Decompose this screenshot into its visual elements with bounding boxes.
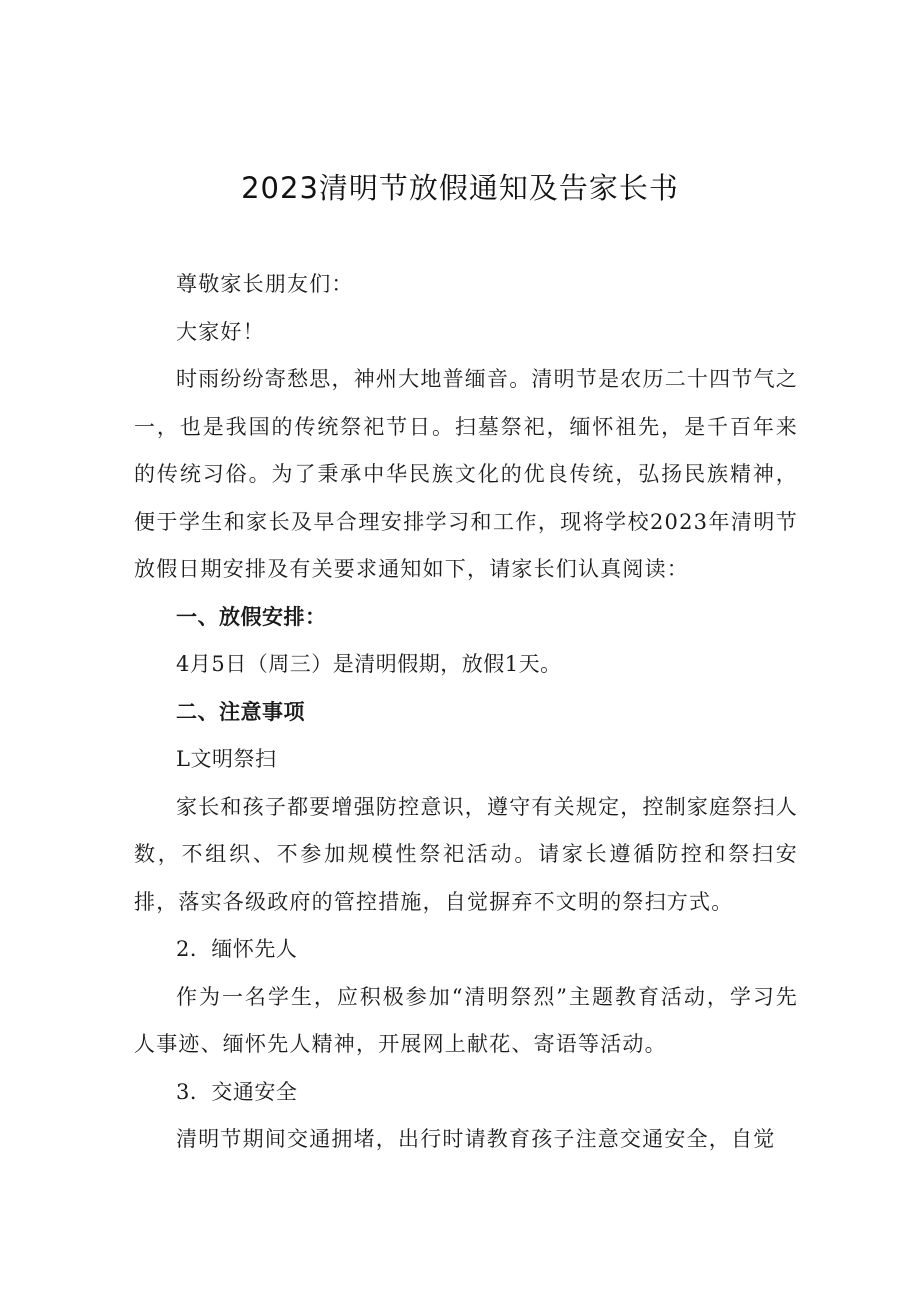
hello-line: 大家好！ [176, 319, 265, 344]
item2-title: 2．缅怀先人 [176, 937, 298, 961]
document-title: 2023清明节放假通知及告家长书 [241, 171, 679, 205]
intro-paragraph: 时雨纷纷寄愁思，神州大地普缅音。清明节是农历二十四节气之一，也是我国的传统祭祀节日。扫墓祭祀，缅怀祖先，是千百年来的传统习俗。为了秉承中华民族文化的优良传统，弘扬民族精神，便于学生和家长及早合理安排学习和工作，现将学校2023年清明节放假日期安排及有关要求通知如下，请家长们认真阅读： [134, 367, 798, 581]
holiday-heading: 一、放假安排： [176, 604, 327, 629]
item2-paragraph: 作为一名学生，应积极参加“清明祭烈”主题教育活动，学习先人事迹、缅怀先人精神，开展网上献花、寄语等活动。 [134, 984, 798, 1056]
notice-heading: 二、注意事项 [176, 699, 305, 724]
item1-title: L文明祭扫 [176, 747, 277, 771]
document-body [134, 261, 798, 1164]
item1-paragraph: 家长和孩子都要增强防控意识，遵守有关规定，控制家庭祭扫人数，不组织、不参加规模性祭祀活动。请家长遵循防控和祭扫安排，落实各级政府的管控措施，自觉摒弃不文明的祭扫方式。 [134, 794, 798, 914]
item3-paragraph: 清明节期间交通拥堵，出行时请教育孩子注意交通安全，自觉 [176, 1127, 776, 1151]
item3-title: 3．交通安全 [176, 1079, 298, 1104]
greeting-line: 尊敬家长朋友们： [176, 272, 354, 296]
holiday-text: 4月5日（周三）是清明假期，放假1天。 [176, 652, 562, 676]
